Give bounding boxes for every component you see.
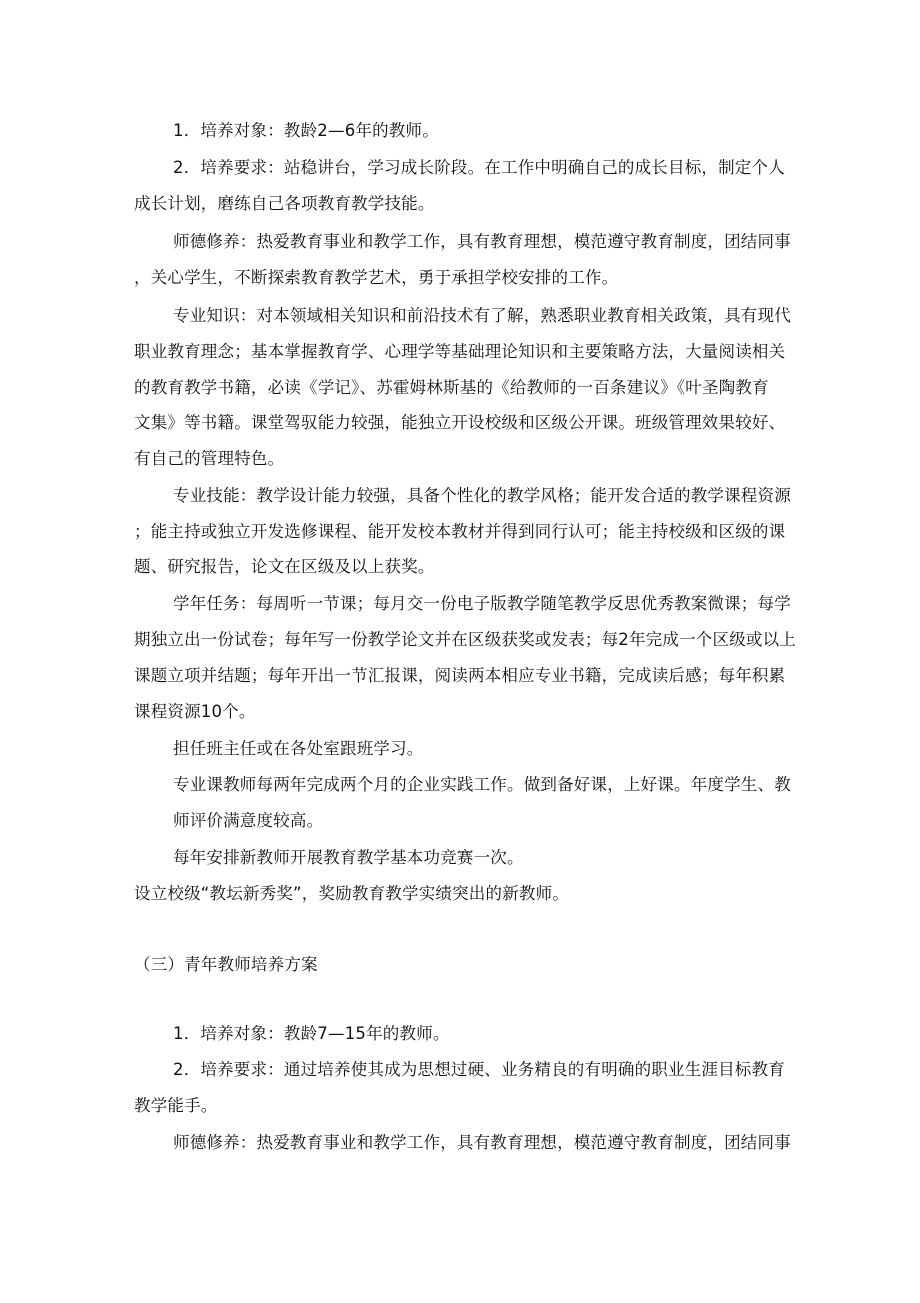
text-line-25: 教学能手。 <box>134 1096 218 1115</box>
text-line-12: ；能主持或独立开发选修课程、能开发校本教材并得到同行认可；能主持校级和区级的课 <box>134 522 786 541</box>
text-line-3: 成长计划，磨练自己各项教育教学技能。 <box>134 194 435 213</box>
text-line-22: 设立校级“教坛新秀奖”，奖励教育教学实绩突出的新教师。 <box>134 884 569 903</box>
text-line-14: 学年任务：每周听一节课；每月交一份电子版教学随笔教学反思优秀教案微课；每学 <box>173 594 791 613</box>
text-line-17: 课程资源10个。 <box>134 702 256 721</box>
text-line-18: 担任班主任或在各处室跟班学习。 <box>173 739 424 758</box>
text-line-24: 2．培养要求：通过培养使其成为思想过硬、业务精良的有明确的职业生涯目标教育 <box>173 1060 785 1079</box>
text-line-11: 专业技能：教学设计能力较强，具备个性化的教学风格；能开发合适的教学课程资源 <box>173 486 791 505</box>
text-line-5: ，关心学生，不断探索教育教学艺术，勇于承担学校安排的工作。 <box>134 268 619 287</box>
text-line-15: 期独立出一份试卷；每年写一份教学论文并在区级获奖或发表；每2年完成一个区级或以上 <box>134 630 796 649</box>
text-line-4: 师德修养：热爱教育事业和教学工作，具有教育理想，模范遵守教育制度，团结同事 <box>173 232 791 251</box>
text-line-6: 专业知识：对本领域相关知识和前沿技术有了解，熟悉职业教育相关政策，具有现代 <box>173 306 791 325</box>
text-line-10: 有自己的管理特色。 <box>134 449 285 468</box>
text-line-26: 师德修养：热爱教育事业和教学工作，具有教育理想，模范遵守教育制度，团结同事 <box>173 1133 791 1152</box>
text-line-20: 师评价满意度较高。 <box>173 811 324 830</box>
text-line-23: 1．培养对象：教龄7—15年的教师。 <box>173 1024 450 1043</box>
text-line-16: 课题立项并结题；每年开出一节汇报课，阅读两本相应专业书籍，完成读后感；每年积累 <box>134 666 786 685</box>
text-line-7: 职业教育理念；基本掌握教育学、心理学等基础理论知识和主要策略方法，大量阅读相关 <box>134 342 786 361</box>
text-line-21: 每年安排新教师开展教育教学基本功竞赛一次。 <box>173 848 524 867</box>
text-line-13: 题、研究报告，论文在区级及以上获奖。 <box>134 557 435 576</box>
text-line-19: 专业课教师每两年完成两个月的企业实践工作。做到备好课，上好课。年度学生、教 <box>173 775 791 794</box>
text-line-2: 2．培养要求：站稳讲台，学习成长阶段。在工作中明确自己的成长目标，制定个人 <box>173 158 785 177</box>
text-line-9: 文集》等书籍。课堂驾驭能力较强，能独立开设校级和区级公开课。班级管理效果较好、 <box>134 413 786 432</box>
section-heading: （三）青年教师培养方案 <box>134 955 318 974</box>
text-line-8: 的教育教学书籍，必读《学记》、苏霍姆林斯基的《给教师的一百条建议》《叶圣陶教育 <box>134 378 769 397</box>
text-line-1: 1．培养对象：教龄2—6年的教师。 <box>173 121 439 140</box>
